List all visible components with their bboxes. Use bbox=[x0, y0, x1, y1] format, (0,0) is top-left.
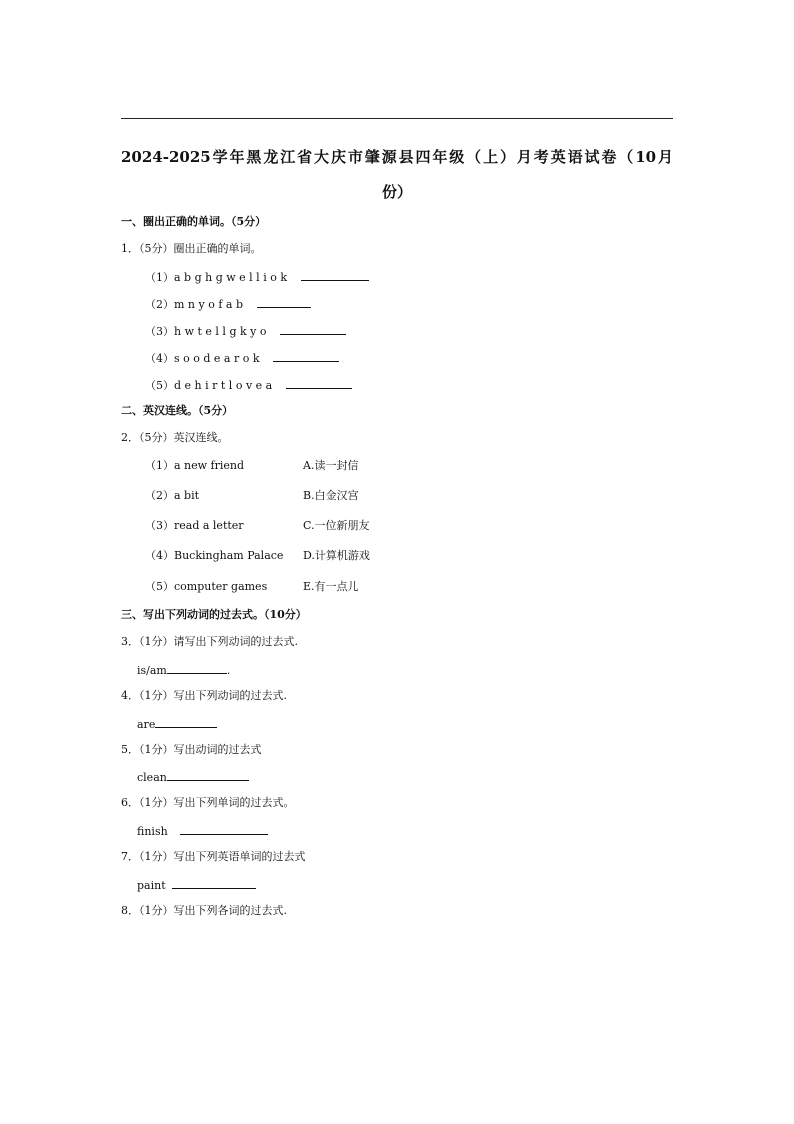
match-left-2[interactable]: （2）a bit bbox=[145, 489, 200, 502]
section-1-heading: 一、圈出正确的单词。（5分） bbox=[121, 215, 267, 228]
question-1-item-3: （3）h w t e l l g k y o bbox=[145, 323, 346, 339]
match-right-c[interactable]: C.一位新朋友 bbox=[303, 519, 370, 532]
question-4: 4．（1分）写出下列动词的过去式. bbox=[121, 689, 287, 702]
question-1-item-4: （4）s o o d e a r o k bbox=[145, 350, 339, 366]
answer-blank[interactable] bbox=[155, 716, 217, 728]
question-6: 6．（1分）写出下列单词的过去式。 bbox=[121, 796, 295, 809]
question-4-answer-line: are bbox=[137, 716, 217, 732]
question-3: 3．（1分）请写出下列动词的过去式. bbox=[121, 635, 298, 648]
question-7: 7．（1分）写出下列英语单词的过去式 bbox=[121, 850, 306, 863]
match-left-5[interactable]: （5）computer games bbox=[145, 580, 268, 593]
question-6-answer-line: finish bbox=[137, 823, 268, 839]
match-right-e[interactable]: E.有一点儿 bbox=[303, 580, 359, 593]
answer-blank[interactable] bbox=[172, 877, 256, 889]
match-left-3[interactable]: （3）read a letter bbox=[145, 519, 244, 532]
question-7-answer-line: paint bbox=[137, 877, 256, 893]
answer-blank[interactable] bbox=[180, 823, 268, 835]
question-1: 1．（5分）圈出正确的单词。 bbox=[121, 242, 262, 255]
exam-title-line-1: 2024-2025学年黑龙江省大庆市肇源县四年级（上）月考英语试卷（10月 bbox=[121, 148, 673, 166]
question-1-item-5: （5）d e h i r t l o v e a bbox=[145, 377, 352, 393]
match-right-d[interactable]: D.计算机游戏 bbox=[303, 549, 370, 562]
question-1-item-1: （1）a b g h g w e l l i o k bbox=[145, 269, 369, 285]
answer-blank[interactable] bbox=[301, 269, 369, 281]
question-3-answer-line: is/am . bbox=[137, 664, 231, 677]
answer-blank[interactable] bbox=[167, 769, 249, 781]
question-5: 5．（1分）写出动词的过去式 bbox=[121, 743, 262, 756]
question-5-answer-line: clean bbox=[137, 769, 249, 785]
question-2: 2．（5分）英汉连线。 bbox=[121, 431, 229, 444]
answer-blank[interactable] bbox=[273, 350, 339, 362]
answer-blank[interactable] bbox=[257, 296, 311, 308]
section-3-heading: 三、写出下列动词的过去式。（10分） bbox=[121, 608, 307, 621]
match-left-4[interactable]: （4）Buckingham Palace bbox=[145, 549, 284, 562]
match-right-b[interactable]: B.白金汉宫 bbox=[303, 489, 359, 502]
section-2-heading: 二、英汉连线。（5分） bbox=[121, 404, 234, 417]
header-rule bbox=[121, 118, 673, 119]
answer-blank[interactable] bbox=[167, 662, 227, 674]
answer-blank[interactable] bbox=[280, 323, 346, 335]
match-right-a[interactable]: A.读一封信 bbox=[303, 459, 359, 472]
question-1-item-2: （2）m n y o f a b bbox=[145, 296, 311, 312]
exam-title-line-2: 份） bbox=[381, 183, 412, 201]
answer-blank[interactable] bbox=[286, 377, 352, 389]
question-8: 8．（1分）写出下列各词的过去式. bbox=[121, 904, 287, 917]
match-left-1[interactable]: （1）a new friend bbox=[145, 459, 245, 472]
